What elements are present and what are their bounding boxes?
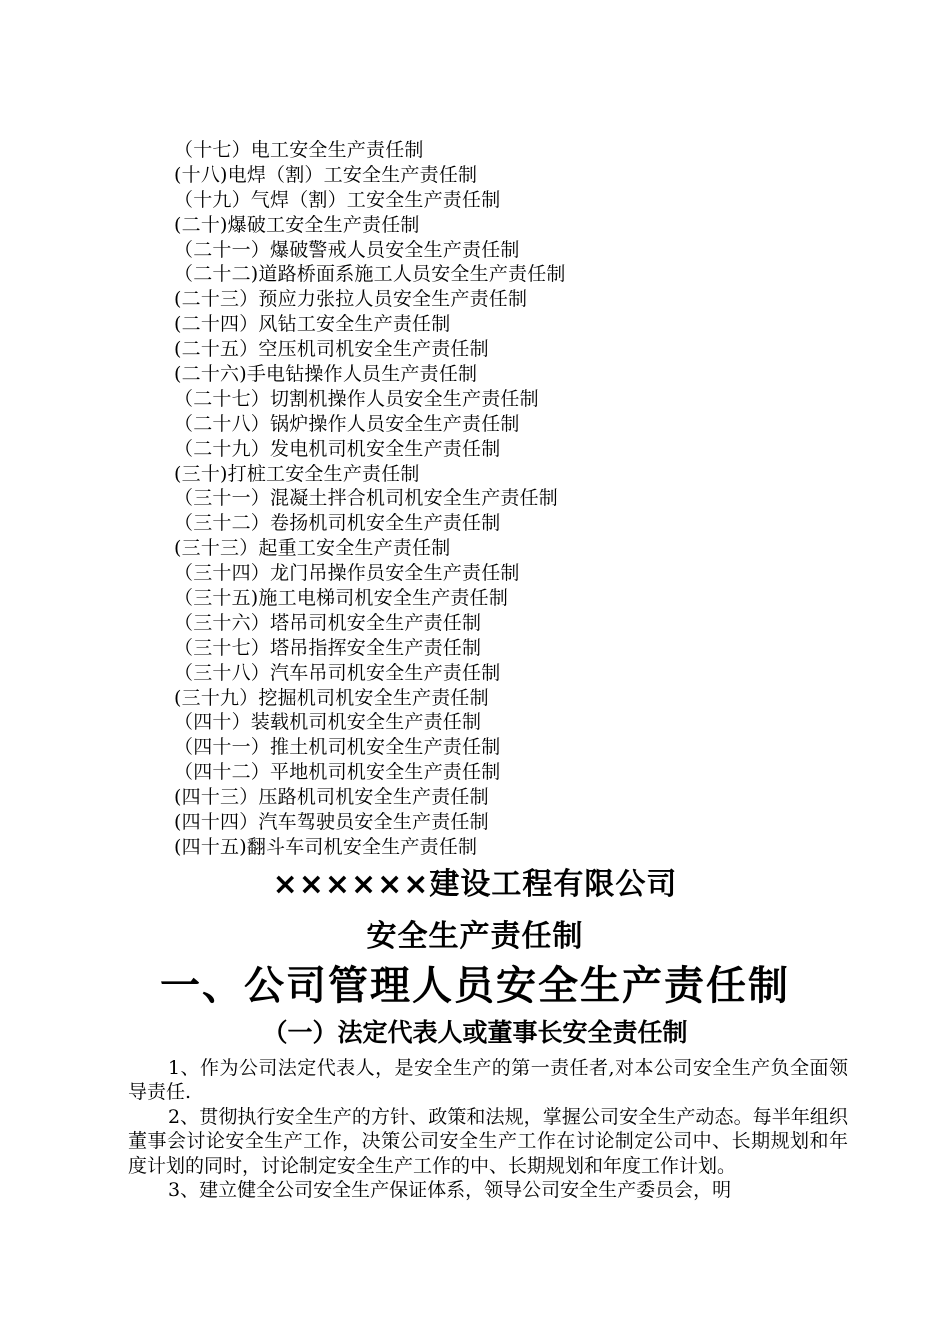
paragraph: 2、贯彻执行安全生产的方针、政策和法规，掌握公司安全生产动态。每半年组织董事会讨论安全生产工作，决策公司安全生产工作在讨论制定公司中、长期规划和年度计划的同时，讨论制定安全生产工作的中、长期规划和年度工作计划。 (128, 1105, 848, 1177)
toc-item: （三十四）龙门吊操作员安全生产责任制 (174, 562, 520, 585)
toc-item: （四十二）平地机司机安全生产责任制 (174, 761, 501, 784)
toc-item: （三十一）混凝土拌合机司机安全生产责任制 (174, 487, 559, 510)
toc-item: （二十七）切割机操作人员安全生产责任制 (174, 387, 539, 410)
toc-item: （二十八）锅炉操作人员安全生产责任制 (174, 412, 520, 435)
toc-item: (四十四）汽车驾驶员安全生产责任制 (174, 811, 489, 834)
toc-item: (四十五)翻斗车司机安全生产责任制 (174, 835, 478, 858)
company-name: ××××××建设工程有限公司 (272, 867, 678, 902)
toc-item: （四十）装载机司机安全生产责任制 (174, 711, 482, 734)
toc-item: （三十二）卷扬机司机安全生产责任制 (174, 512, 501, 535)
document-title: 安全生产责任制 (366, 919, 584, 954)
toc-item: (三十九）挖掘机司机安全生产责任制 (174, 686, 489, 709)
toc-item: （三十八）汽车吊司机安全生产责任制 (174, 661, 501, 684)
toc-item: (二十)爆破工安全生产责任制 (174, 213, 420, 236)
body-text (128, 1056, 848, 1202)
toc-item: (三十)打桩工安全生产责任制 (174, 462, 420, 485)
toc-item: (十八)电焊（割）工安全生产责任制 (174, 163, 478, 186)
toc-item: （三十七）塔吊指挥安全生产责任制 (174, 636, 482, 659)
toc-list (174, 138, 874, 860)
toc-item: （三十五)施工电梯司机安全生产责任制 (174, 587, 509, 610)
toc-item: （二十二)道路桥面系施工人员安全生产责任制 (174, 263, 566, 286)
toc-item: （二十九）发电机司机安全生产责任制 (174, 437, 501, 460)
toc-item: (四十三）压路机司机安全生产责任制 (174, 786, 489, 809)
toc-item: (二十六)手电钻操作人员生产责任制 (174, 363, 478, 386)
toc-item: (三十三）起重工安全生产责任制 (174, 537, 451, 560)
toc-item: (二十五）空压机司机安全生产责任制 (174, 338, 489, 361)
toc-item: (二十三）预应力张拉人员安全生产责任制 (174, 288, 528, 311)
paragraph: 3、建立健全公司安全生产保证体系，领导公司安全生产委员会，明 (168, 1179, 732, 1202)
toc-item: （十七）电工安全生产责任制 (174, 139, 424, 161)
section-heading: 一、公司管理人员安全生产责任制 (160, 963, 790, 1009)
toc-item: （二十一）爆破警戒人员安全生产责任制 (174, 238, 520, 261)
toc-item: （四十一）推土机司机安全生产责任制 (174, 736, 501, 759)
subsection-heading: （一）法定代表人或董事长安全责任制 (262, 1018, 688, 1047)
toc-item: （三十六）塔吊司机安全生产责任制 (174, 611, 482, 634)
paragraph: 1、作为公司法定代表人，是安全生产的第一责任者,对本公司安全生产负全面领导责任. (128, 1057, 848, 1104)
toc-item: （十九）气焊（割）工安全生产责任制 (174, 188, 501, 211)
toc-item: (二十四）风钻工安全生产责任制 (174, 313, 451, 336)
